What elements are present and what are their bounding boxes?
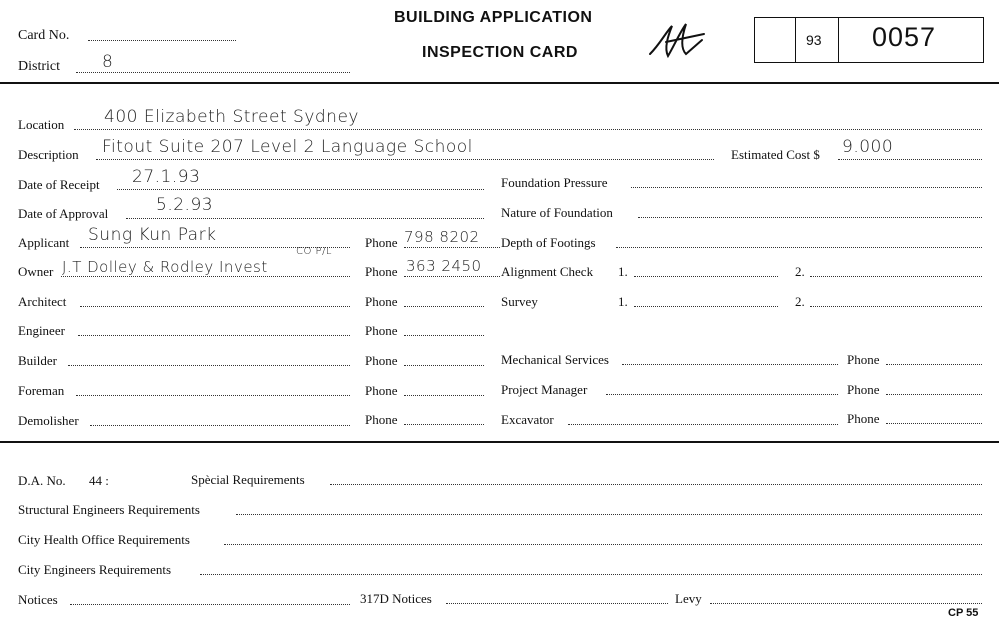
- levy-label: Levy: [675, 591, 702, 606]
- depth-of-footings-line: [616, 247, 982, 248]
- notices-317d-label: 317D Notices: [360, 591, 432, 606]
- health-requirements-line: [224, 544, 982, 545]
- applicant-value: Sung Kun Park: [88, 225, 217, 245]
- demolisher-label: Demolisher: [18, 413, 79, 428]
- notices-317d-line: [446, 603, 668, 604]
- applicant-phone-label: Phone: [365, 235, 398, 250]
- form-code: CP 55: [948, 607, 979, 619]
- da-no-value: 44 :: [89, 473, 109, 488]
- survey-line1: [634, 306, 778, 307]
- architect-label: Architect: [18, 294, 67, 309]
- owner-line: [61, 276, 350, 277]
- alignment-check-num2: 2.: [795, 264, 805, 279]
- owner-phone-value: 363 2450: [406, 257, 482, 275]
- depth-of-footings-label: Depth of Footings: [501, 235, 596, 250]
- alignment-check-line2: [810, 276, 982, 277]
- applicant-phone-line: [404, 247, 500, 248]
- builder-label: Builder: [18, 353, 57, 368]
- owner-note: CO P/L: [296, 246, 333, 257]
- project-manager-line: [606, 394, 838, 395]
- health-requirements-label: City Health Office Requirements: [18, 532, 190, 547]
- builder-phone-line: [404, 365, 484, 366]
- engineer-phone-line: [404, 335, 484, 336]
- title-line2: INSPECTION CARD: [422, 44, 578, 61]
- survey-line2: [810, 306, 982, 307]
- description-value: Fitout Suite 207 Level 2 Language School: [102, 137, 473, 157]
- district-line: [76, 72, 350, 73]
- excavator-label: Excavator: [501, 412, 554, 427]
- header-divider: [0, 82, 999, 84]
- excavator-phone-label: Phone: [847, 411, 880, 426]
- district-label: District: [18, 59, 60, 74]
- description-label: Description: [18, 147, 79, 162]
- builder-line: [68, 365, 350, 366]
- builder-phone-label: Phone: [365, 353, 398, 368]
- excavator-line: [568, 424, 838, 425]
- nature-of-foundation-line: [638, 217, 982, 218]
- location-line: [74, 129, 982, 130]
- location-label: Location: [18, 117, 65, 132]
- card-number-box: [754, 17, 984, 63]
- date-of-receipt-value: 27.1.93: [132, 167, 201, 187]
- demolisher-phone-line: [404, 424, 484, 425]
- project-manager-label: Project Manager: [501, 382, 588, 397]
- mechanical-services-label: Mechanical Services: [501, 352, 609, 367]
- levy-line: [710, 603, 982, 604]
- notices-line: [70, 604, 350, 605]
- survey-num2: 2.: [795, 294, 805, 309]
- box-year: 93: [806, 32, 822, 48]
- date-of-approval-label: Date of Approval: [18, 206, 109, 221]
- special-requirements-line: [330, 484, 982, 485]
- owner-phone-line: [404, 276, 500, 277]
- mechanical-services-line: [622, 364, 838, 365]
- demolisher-line: [90, 425, 350, 426]
- foreman-line: [76, 395, 350, 396]
- district-value: 8: [102, 52, 114, 72]
- signature-scribble: [646, 18, 708, 62]
- architect-phone-line: [404, 306, 484, 307]
- excavator-phone-line: [886, 423, 982, 424]
- owner-value: J.T Dolley & Rodley Invest: [62, 258, 268, 276]
- architect-phone-label: Phone: [365, 294, 398, 309]
- engineer-line: [78, 335, 350, 336]
- date-of-receipt-label: Date of Receipt: [18, 177, 100, 192]
- foundation-pressure-line: [631, 187, 982, 188]
- foreman-phone-label: Phone: [365, 383, 398, 398]
- project-manager-phone-line: [886, 394, 982, 395]
- foundation-pressure-label: Foundation Pressure: [501, 175, 608, 190]
- architect-line: [80, 306, 350, 307]
- section-divider: [0, 441, 999, 443]
- foreman-phone-line: [404, 395, 484, 396]
- owner-label: Owner: [18, 264, 54, 279]
- estimated-cost-value: 9.000: [842, 137, 894, 157]
- alignment-check-line1: [634, 276, 778, 277]
- owner-phone-label: Phone: [365, 264, 398, 279]
- structural-requirements-line: [236, 514, 982, 515]
- alignment-check-label: Alignment Check: [501, 264, 594, 279]
- structural-requirements-label: Structural Engineers Requirements: [18, 502, 200, 517]
- survey-num1: 1.: [618, 294, 628, 309]
- title-line1: BUILDING APPLICATION: [394, 9, 593, 26]
- description-line: [96, 159, 714, 160]
- applicant-phone-value: 798 8202: [404, 228, 480, 246]
- date-of-receipt-line: [117, 189, 484, 190]
- alignment-check-num1: 1.: [618, 264, 628, 279]
- box-number: 0057: [872, 22, 937, 52]
- notices-label: Notices: [18, 592, 58, 607]
- applicant-label: Applicant: [18, 235, 70, 250]
- demolisher-phone-label: Phone: [365, 412, 398, 427]
- date-of-approval-line: [126, 218, 484, 219]
- location-value: 400 Elizabeth Street Sydney: [104, 107, 359, 127]
- date-of-approval-value: 5.2.93: [156, 195, 214, 215]
- city-engineers-requirements-line: [200, 574, 982, 575]
- special-requirements-label: Spècial Requirements: [191, 472, 305, 487]
- mechanical-phone-label: Phone: [847, 352, 880, 367]
- city-engineers-requirements-label: City Engineers Requirements: [18, 562, 172, 577]
- engineer-label: Engineer: [18, 323, 65, 338]
- nature-of-foundation-label: Nature of Foundation: [501, 205, 613, 220]
- estimated-cost-line: [838, 159, 982, 160]
- estimated-cost-label: Estimated Cost $: [731, 147, 820, 162]
- foreman-label: Foreman: [18, 383, 65, 398]
- project-manager-phone-label: Phone: [847, 382, 880, 397]
- card-no-label: Card No.: [18, 28, 70, 43]
- survey-label: Survey: [501, 294, 538, 309]
- mechanical-phone-line: [886, 364, 982, 365]
- da-no-label: D.A. No.: [18, 473, 66, 488]
- card-no-line: [88, 40, 236, 41]
- engineer-phone-label: Phone: [365, 323, 398, 338]
